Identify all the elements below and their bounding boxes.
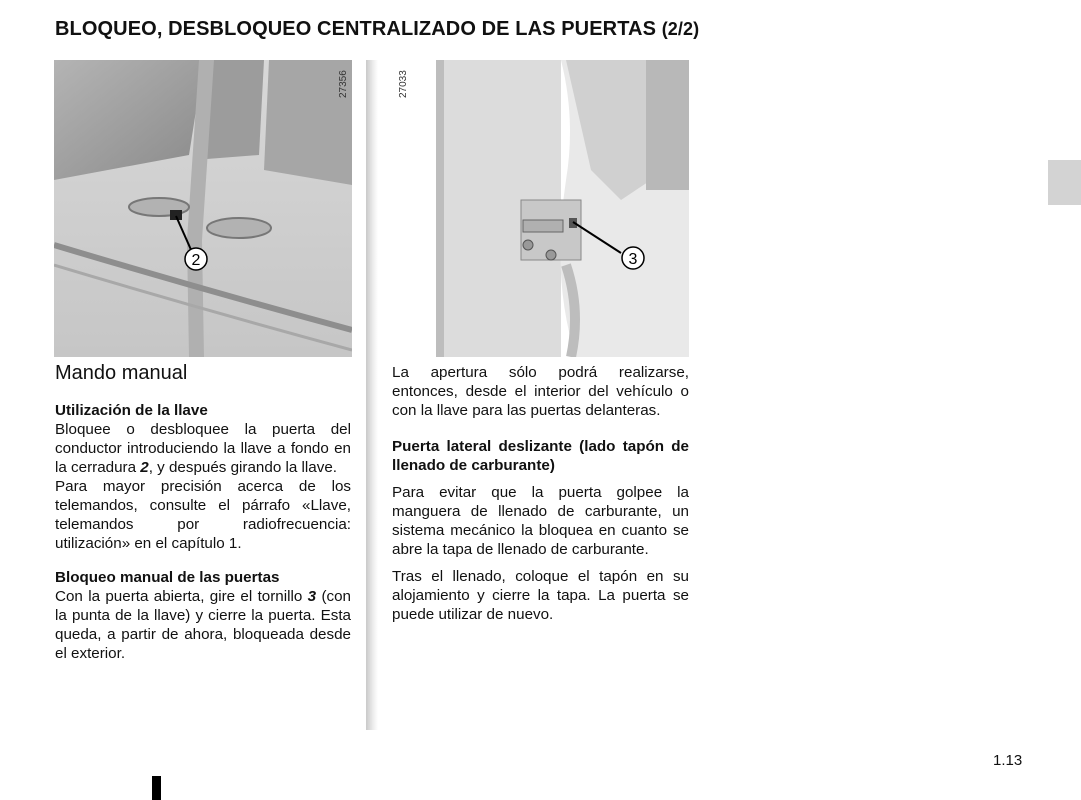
- sub1-heading: Utilización de la llave: [55, 402, 208, 419]
- sub2-text-b: (con la punta de la llave) y cierre la puerta. Esta queda, a partir de ahora, bloqueada desde el exterior.: [55, 588, 352, 662]
- sub1-ref: 2: [140, 459, 149, 476]
- left-column: [55, 401, 351, 663]
- sub2-text-a: Con la puerta abierta, gire el tornillo: [55, 588, 308, 605]
- page-indicator: (2/2): [661, 19, 700, 39]
- callout-2-label: 2: [191, 252, 201, 269]
- door-handle-illustration: [54, 60, 352, 357]
- section-title: Mando manual: [55, 362, 188, 384]
- right-p3: Tras el llenado, coloque el tapón en su alojamiento y cierre la tapa. La puerta se puede utilizar de nuevo.: [392, 568, 689, 623]
- sub1-text-a: Bloquee o desbloquee la puerta del conductor introduciendo la llave a fondo en la cerradura: [55, 421, 351, 476]
- figure-ref-27033: 27033: [398, 70, 409, 98]
- sub2-text: [55, 587, 351, 663]
- right-column: [392, 363, 689, 624]
- sub1-text: [55, 420, 351, 477]
- page-title: [55, 18, 699, 41]
- figure-ref-27356: 27356: [338, 70, 349, 98]
- print-mark: [152, 776, 161, 800]
- page-number: 1.13: [993, 752, 1023, 769]
- figure-door-latch: [391, 60, 689, 357]
- sub1-text-b: , y después girando la llave.: [148, 459, 337, 476]
- callout-3-label: 3: [628, 251, 638, 268]
- right-p1: La apertura sólo podrá realizarse, entonces, desde el interior del vehículo o con la llave para las puertas delanteras.: [392, 364, 689, 419]
- right-heading: Puerta lateral deslizante (lado tapón de llenado de carburante): [392, 438, 689, 474]
- figure-door-handle: [54, 60, 352, 357]
- sub1-text2: Para mayor precisión acerca de los telemandos, consulte el párrafo «Llave, telemandos por radiofrecuencia: utilización» en el capítulo 1.: [55, 478, 351, 552]
- page-title-text: BLOQUEO, DESBLOQUEO CENTRALIZADO DE LAS PUERTAS: [55, 18, 657, 40]
- door-latch-illustration: [391, 60, 689, 357]
- sub2-ref: 3: [307, 588, 317, 605]
- column-divider: [366, 60, 378, 730]
- right-p2: Para evitar que la puerta golpee la manguera de llenado de carburante, un sistema mecánico la bloquea en cuanto se abre la tapa de llenado de carburante.: [392, 484, 689, 558]
- sub2-heading: Bloqueo manual de las puertas: [55, 569, 280, 586]
- chapter-tab: [1048, 160, 1081, 205]
